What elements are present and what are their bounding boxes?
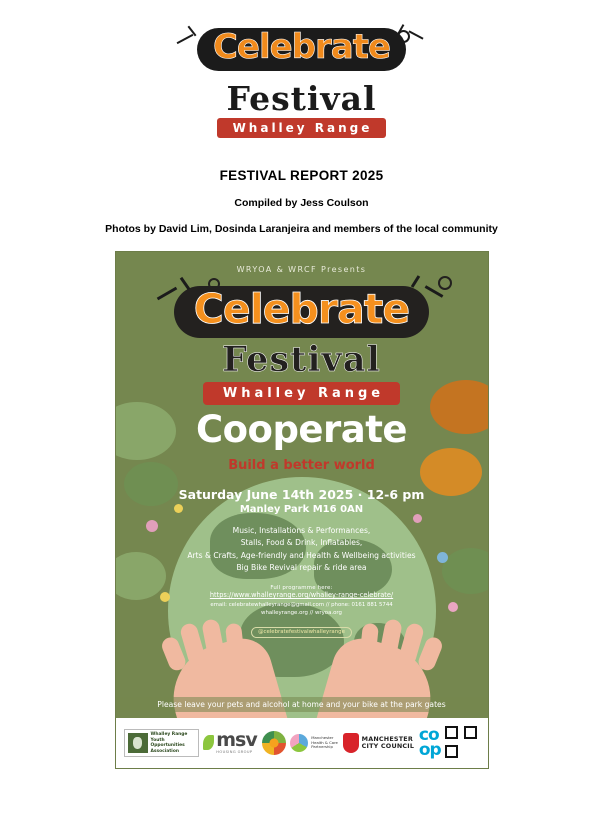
poster-details-list bbox=[116, 525, 488, 575]
spark-decoration bbox=[208, 278, 220, 290]
coop-mark-text bbox=[418, 724, 441, 760]
poster-social-handle: @celebratefestivalwhalleyrange bbox=[251, 627, 352, 638]
qr-eye bbox=[445, 726, 458, 739]
poster-main-text bbox=[116, 286, 488, 638]
manchester-city-council-logo bbox=[343, 733, 414, 753]
mcc-line-1: MANCHESTER bbox=[361, 734, 413, 743]
spark-decoration bbox=[438, 276, 452, 290]
poster-programme-label: Full programme here: bbox=[270, 584, 333, 591]
poster-whalley-range-banner: Whalley Range bbox=[203, 382, 400, 405]
nhs-mark-icon bbox=[290, 734, 308, 752]
poster-detail-line: Arts & Crafts, Age-friendly and Health & Wellbeing activities bbox=[187, 550, 416, 560]
poster-website-line: whalleyrange.org // wryoa.org bbox=[261, 610, 342, 617]
community-flower-logo bbox=[262, 731, 286, 755]
co-op-logo bbox=[418, 724, 441, 760]
festival-logo bbox=[172, 28, 432, 138]
poster-tagline: Build a better world bbox=[228, 457, 375, 473]
poster-detail-line: Music, Installations & Performances, bbox=[232, 525, 371, 535]
wryoa-logo bbox=[124, 729, 199, 757]
coop-line-1: co bbox=[418, 724, 439, 745]
flower-mark-icon bbox=[262, 731, 286, 755]
wryoa-mark-icon bbox=[128, 733, 148, 753]
poster-detail-line: Big Bike Revival repair & ride area bbox=[236, 563, 367, 573]
poster-venue: Manley Park M16 0AN bbox=[239, 503, 364, 515]
poster-footer-note: Please leave your pets and alcohol at home and your bike at the park gates bbox=[116, 697, 488, 712]
poster-presents-line: WRYOA & WRCF Presents bbox=[236, 265, 367, 274]
msv-mark-text: msv bbox=[216, 729, 257, 752]
wryoa-line-3: Association bbox=[150, 748, 179, 754]
document-page bbox=[0, 28, 603, 825]
page-title: FESTIVAL REPORT 2025 bbox=[219, 168, 384, 183]
poster-contact-line: email: celebratewhalleyrange@gmail.com // phone: 0161 881 5744 bbox=[210, 601, 393, 608]
logo-celebrate-text: Celebrate bbox=[197, 28, 406, 71]
logo-burst-graphic bbox=[172, 28, 432, 80]
poster-festival-text: Festival bbox=[222, 338, 381, 380]
mcc-logo-text bbox=[362, 736, 414, 751]
logo-whalley-range-banner: Whalley Range bbox=[217, 118, 387, 138]
poster-programme-url[interactable]: https://www.whalleyrange.org/whalley-range-celebrate/ bbox=[209, 590, 394, 599]
qr-code bbox=[445, 726, 479, 760]
qr-eye bbox=[445, 745, 458, 758]
wryoa-line-2: Youth Opportunities bbox=[150, 737, 185, 748]
mcc-shield-icon bbox=[343, 733, 359, 753]
wryoa-logo-text bbox=[151, 732, 195, 754]
nhs-partnership-logo bbox=[290, 734, 338, 752]
spark-decoration bbox=[176, 34, 193, 44]
nhs-line-2: Health & Care bbox=[311, 739, 338, 745]
festival-poster-image bbox=[115, 251, 489, 769]
msv-sub-text: HOUSING GROUP bbox=[216, 750, 253, 755]
nhs-line-3: Partnership bbox=[311, 744, 333, 750]
msv-logo bbox=[203, 731, 257, 754]
poster-sponsor-strip bbox=[116, 718, 488, 768]
logo-festival-text: Festival bbox=[226, 79, 377, 118]
mcc-line-2: CITY COUNCIL bbox=[361, 742, 415, 750]
spark-decoration bbox=[179, 277, 189, 290]
spark-decoration bbox=[410, 275, 419, 288]
poster-detail-line: Stalls, Food & Drink, Inflatables, bbox=[240, 538, 363, 548]
wryoa-line-1: Whalley Range bbox=[150, 732, 188, 737]
coop-line-2: op bbox=[418, 740, 441, 760]
poster-cooperate-text: Cooperate bbox=[195, 407, 408, 451]
photo-credit-line: Photos by David Lim, Dosinda Laranjeira and members of the local community bbox=[105, 223, 498, 235]
poster-date: Saturday June 14th 2025 · 12-6 pm bbox=[178, 486, 425, 502]
poster-celebrate-text: Celebrate bbox=[174, 286, 429, 338]
msv-leaf-icon bbox=[203, 735, 214, 750]
compiled-by-line: Compiled by Jess Coulson bbox=[234, 197, 369, 209]
nhs-line-1: Manchester bbox=[311, 734, 334, 740]
nhs-logo-text bbox=[311, 736, 338, 751]
qr-eye bbox=[464, 726, 477, 739]
spark-decoration bbox=[408, 30, 423, 39]
spark-decoration bbox=[156, 287, 177, 301]
